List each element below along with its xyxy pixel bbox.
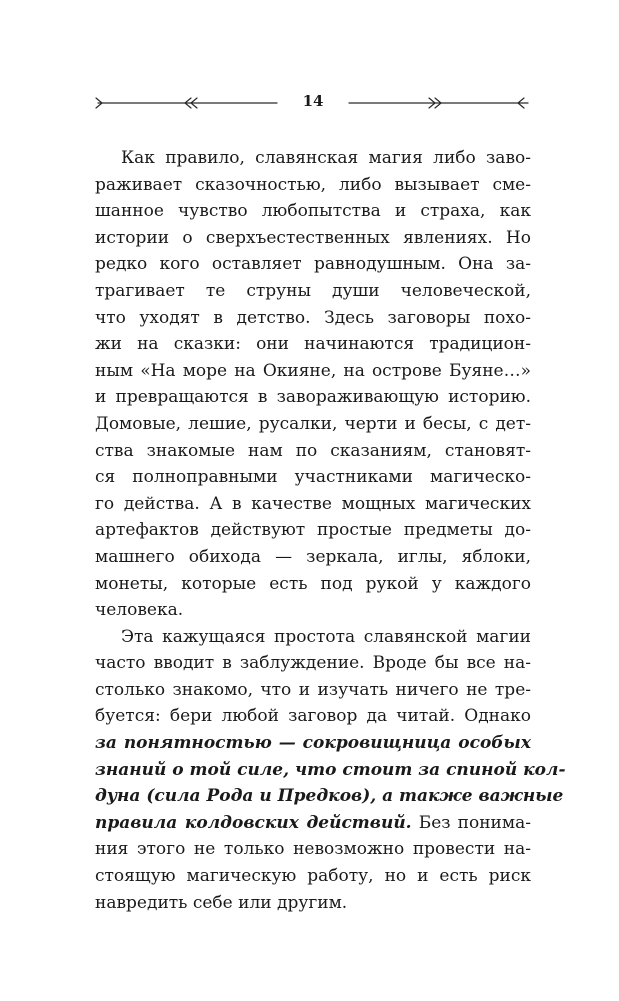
- text-line: стоящую магическую работу, но и есть риск: [95, 866, 531, 887]
- text-line: истории о сверхъестественных явлениях. Но: [95, 227, 531, 248]
- page-number: 14: [302, 92, 324, 110]
- text-line: [95, 810, 531, 837]
- text-line: ства знакомые нам по сказаниям, становят-: [95, 440, 531, 461]
- text-line: и превращаются в завораживающую историю.: [95, 387, 531, 408]
- text-fragment: Без понима-: [411, 812, 531, 833]
- paragraph: [95, 145, 531, 624]
- emphasized-text-line: дуна (сила Рода и Предков), а также важные: [95, 786, 564, 807]
- text-line: машнего обихода — зеркала, иглы, яблоки,: [95, 546, 531, 567]
- text-line: Эта кажущаяся простота славянской магии: [121, 626, 531, 647]
- text-line: что уходят в детство. Здесь заговоры похо-: [95, 307, 531, 328]
- page-header: [95, 86, 531, 120]
- text-line: буется: бери любой заговор да читай. Однако: [95, 706, 531, 727]
- body-text: [95, 145, 566, 916]
- text-line: ния этого не только невозможно провести на-: [95, 839, 531, 860]
- text-line: редко кого оставляет равнодушным. Она за-: [95, 254, 531, 275]
- text-line: человека.: [95, 600, 184, 621]
- text-line: Домовые, лешие, русалки, черти и бесы, с дет-: [95, 413, 531, 434]
- text-line: артефактов действуют простые предметы до-: [95, 520, 531, 541]
- text-line: раживает сказочностью, либо вызывает сме-: [95, 174, 531, 195]
- text-line: монеты, которые есть под рукой у каждого: [95, 573, 531, 594]
- paragraph: [95, 624, 566, 917]
- text-line: ся полноправными участниками магическо-: [95, 467, 531, 488]
- text-line: навредить себе или другим.: [95, 892, 348, 913]
- text-line: часто вводит в заблуждение. Вроде бы все на-: [95, 653, 531, 674]
- text-line: жи на сказки: они начинаются традицион-: [95, 334, 531, 355]
- text-line: столько знакомо, что и изучать ничего не тре-: [95, 679, 531, 700]
- text-line: шанное чувство любопытства и страха, как: [95, 201, 531, 222]
- emphasized-text: правила колдовских действий.: [95, 812, 412, 833]
- emphasized-text-line: за понятностью — сокровищница особых: [95, 733, 531, 754]
- text-line: ным «На море на Окияне, на острове Буяне…»: [95, 360, 531, 381]
- emphasized-text-line: знаний о той силе, что стоит за спиной кол-: [95, 759, 566, 780]
- text-line: трагивает те струны души человеческой,: [95, 280, 531, 301]
- text-line: Как правило, славянская магия либо заво-: [121, 148, 531, 168]
- text-line: го действа. А в качестве мощных магических: [95, 493, 531, 514]
